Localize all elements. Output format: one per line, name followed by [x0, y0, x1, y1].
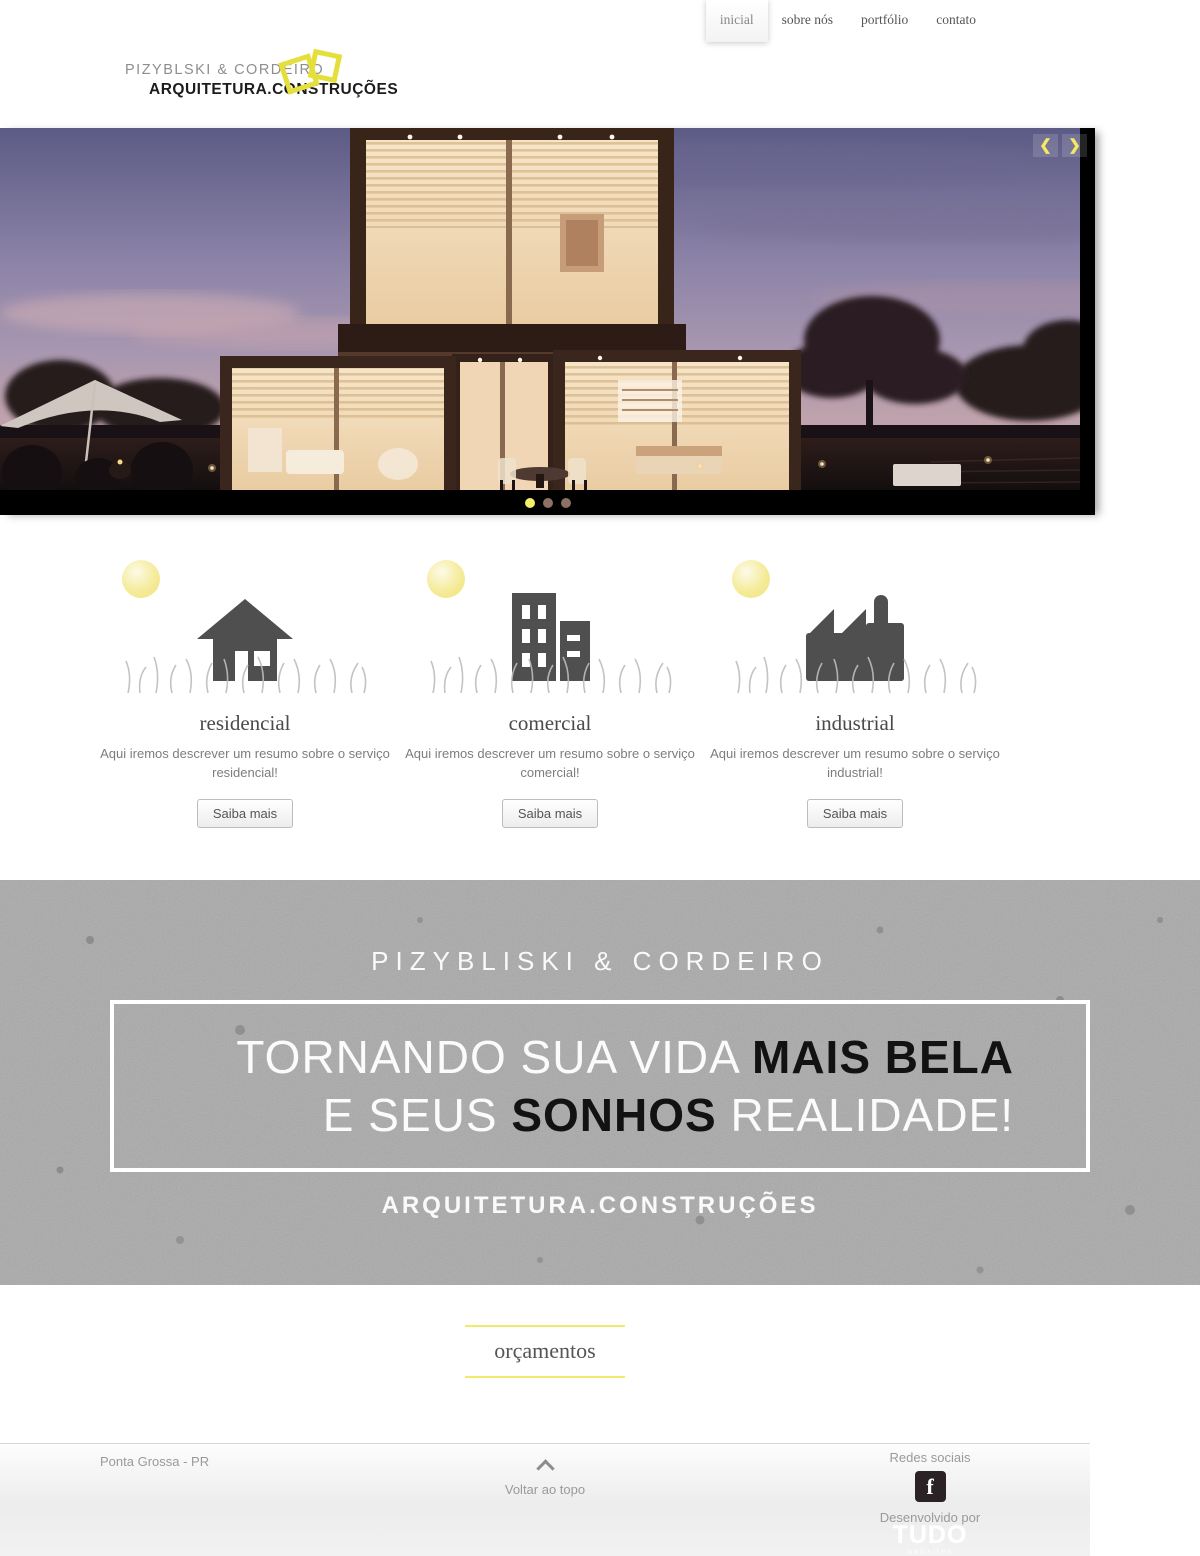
banner-line-1	[236, 1028, 1014, 1086]
banner-heading: PIZYBLISKI & CORDEIRO	[371, 946, 829, 976]
carousel-dot[interactable]	[525, 498, 535, 508]
saiba-mais-button[interactable]: Saiba mais	[502, 799, 598, 828]
developer-logo-sub: websites	[906, 1547, 954, 1556]
main-nav	[706, 0, 990, 42]
banner-line2-black: SONHOS	[511, 1089, 717, 1141]
logo-squares-icon	[277, 48, 343, 100]
footer-location: Ponta Grossa - PR	[100, 1454, 210, 1469]
services-section	[0, 515, 1095, 880]
service-title: residencial	[199, 711, 291, 735]
banner-line1-white: TORNANDO SUA VIDA	[236, 1031, 752, 1083]
nav-item-portfolio[interactable]: portfólio	[861, 12, 909, 27]
banner-line-2	[323, 1086, 1014, 1144]
budget-title: orçamentos	[494, 1338, 596, 1363]
chevron-up-icon[interactable]	[536, 1459, 554, 1477]
logo-company-name: PIZYBLSKI & CORDEIRO	[125, 62, 325, 78]
saiba-mais-button[interactable]: Saiba mais	[807, 799, 903, 828]
grass-icon	[730, 647, 980, 693]
saiba-mais-button[interactable]: Saiba mais	[197, 799, 293, 828]
service-title: comercial	[508, 711, 592, 735]
residencial-scene	[95, 515, 395, 695]
service-residencial	[95, 515, 395, 828]
carousel-next-button[interactable]: ❯	[1062, 134, 1087, 157]
service-description: Aqui iremos descrever um resumo sobre o serviço comercial!	[405, 746, 695, 780]
hero-carousel	[0, 128, 1095, 515]
service-title: industrial	[815, 711, 895, 735]
comercial-scene	[400, 515, 700, 695]
site-logo[interactable]	[125, 62, 399, 99]
service-industrial	[705, 515, 1005, 828]
sun-icon	[427, 560, 465, 598]
carousel-dot[interactable]	[543, 498, 553, 508]
header	[0, 0, 1200, 128]
developer-logo[interactable]: TUDO	[892, 1521, 968, 1549]
service-description: Aqui iremos descrever um resumo sobre o serviço industrial!	[710, 746, 1000, 780]
nav-item-inicial[interactable]: inicial	[706, 0, 768, 42]
footer-social	[870, 1450, 990, 1556]
budget-section	[0, 1325, 1090, 1378]
nav-item-sobre-nos[interactable]: sobre nós	[781, 12, 833, 27]
concrete-banner-section	[0, 880, 1200, 1285]
carousel-arrows	[1033, 134, 1087, 157]
carousel-prev-button[interactable]: ❮	[1033, 134, 1058, 157]
service-description: Aqui iremos descrever um resumo sobre o serviço residencial!	[100, 746, 390, 780]
footer	[0, 1443, 1090, 1556]
banner-subheading: ARQUITETURA.CONSTRUÇÕES	[381, 1192, 819, 1219]
service-comercial	[400, 515, 700, 828]
grass-icon	[120, 647, 370, 693]
back-to-top-label[interactable]: Voltar ao topo	[504, 1482, 586, 1497]
logo-tagline: ARQUITETURA.CONSTRUÇÕES	[149, 81, 399, 98]
grass-icon	[425, 647, 675, 693]
developed-by-label: Desenvolvido por	[879, 1510, 981, 1525]
budget-rule-bottom	[465, 1376, 625, 1378]
social-title: Redes sociais	[889, 1450, 971, 1465]
banner-line2-white-start: E SEUS	[322, 1089, 512, 1141]
banner-line2-white-end: REALIDADE!	[716, 1089, 1014, 1141]
facebook-icon[interactable]: f	[915, 1471, 946, 1502]
carousel-dots	[0, 498, 1095, 508]
sun-icon	[122, 560, 160, 598]
industrial-scene	[705, 515, 1005, 695]
sun-icon	[732, 560, 770, 598]
banner-line1-black: MAIS BELA	[752, 1031, 1014, 1083]
banner-quote-box	[110, 1000, 1090, 1172]
carousel-dot[interactable]	[561, 498, 571, 508]
hero-slide-house-image	[0, 128, 1080, 490]
nav-item-contato[interactable]: contato	[936, 12, 976, 27]
